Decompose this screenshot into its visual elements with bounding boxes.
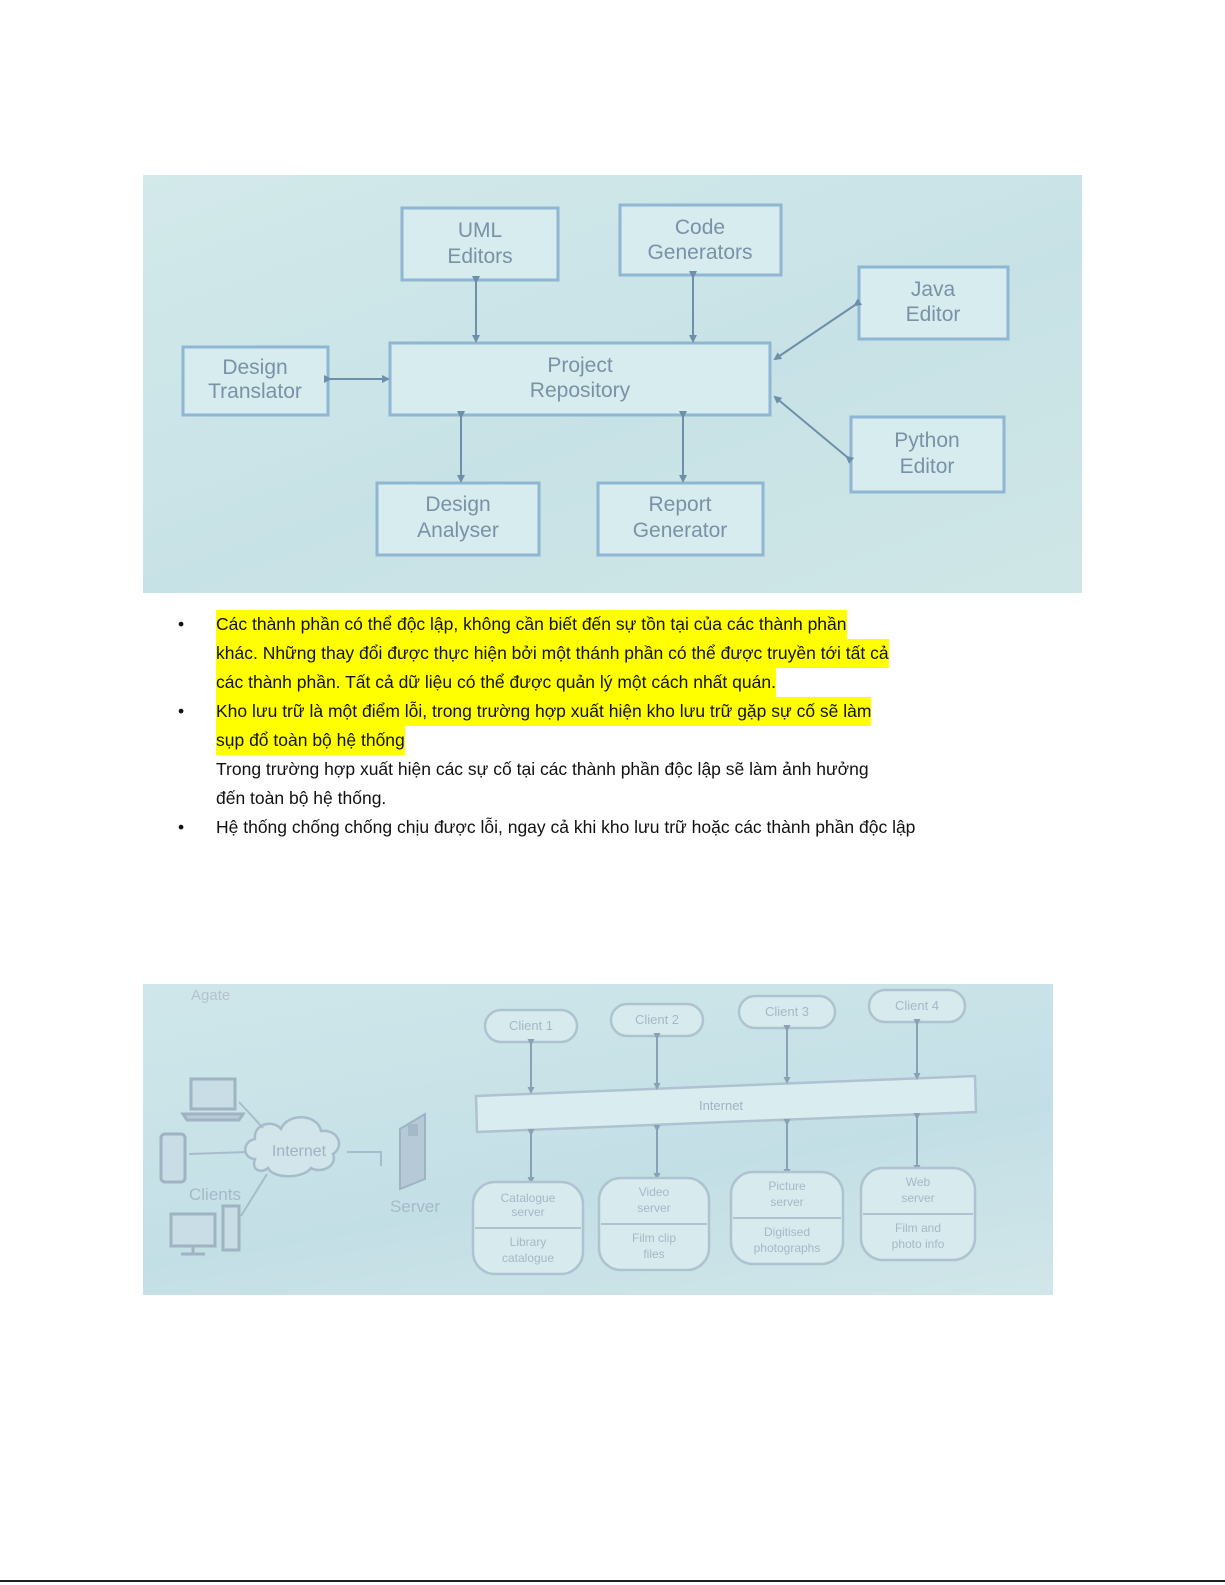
uml-editors-label-2: Editors bbox=[447, 245, 513, 268]
python-editor-label-2: Editor bbox=[899, 455, 955, 478]
code-generators-label-1: Code bbox=[674, 216, 726, 239]
report-generator-label-2: Generator bbox=[632, 519, 728, 542]
film-clip-files-label-1: Film clip bbox=[632, 1231, 676, 1245]
design-analyser-label-1: Design bbox=[425, 493, 491, 516]
paragraph-line-2 bbox=[170, 784, 1090, 813]
bullet-3-text-1: Hệ thống chống chống chịu được lỗi, ngay cả khi kho lưu trữ hoặc các thành phần độc lập bbox=[216, 817, 916, 837]
design-translator-label-1: Design bbox=[222, 356, 288, 379]
uml-editors-label-1: UML bbox=[457, 219, 503, 242]
library-catalogue-label-1: Library bbox=[509, 1235, 547, 1249]
video-server-label-2: server bbox=[637, 1201, 671, 1215]
bullet-1-text-1: Các thành phần có thể độc lập, không cần biết đến sự tồn tại của các thành phần bbox=[216, 610, 847, 639]
client-2-label: Client 2 bbox=[634, 1012, 680, 1027]
phone-icon bbox=[161, 1134, 185, 1182]
library-catalogue-label-2: catalogue bbox=[501, 1251, 555, 1265]
paragraph-text-1: Trong trường hợp xuất hiện các sự cố tại các thành phần độc lập sẽ làm ảnh hưởng bbox=[216, 759, 869, 779]
server-tower-icon bbox=[400, 1114, 425, 1189]
paragraph-text-2: đến toàn bộ hệ thống. bbox=[216, 788, 387, 808]
report-generator-label-1: Report bbox=[648, 493, 712, 516]
repository-diagram bbox=[143, 175, 1082, 593]
bullet-dot: • bbox=[178, 614, 185, 634]
java-editor-label-2: Editor bbox=[905, 303, 961, 326]
bullet-dot: • bbox=[178, 817, 185, 837]
picture-server-label-1: Picture bbox=[768, 1179, 806, 1193]
laptop-icon bbox=[183, 1079, 243, 1120]
corner-label: Agate bbox=[191, 987, 231, 1004]
server-label: Server bbox=[389, 1197, 441, 1216]
web-server-label-1: Web bbox=[905, 1175, 931, 1189]
catalogue-server-label-1: Catalogue bbox=[500, 1191, 556, 1205]
bullet-1-line-1 bbox=[170, 610, 1090, 639]
client-1-label: Client 1 bbox=[508, 1018, 554, 1033]
bullet-1-text-2: khác. Những thay đổi được thực hiện bởi một thánh phần có thể được truyền tới tất cả bbox=[216, 639, 889, 668]
bullet-1-line-3 bbox=[170, 668, 1090, 697]
clients-label: Clients bbox=[189, 1185, 241, 1204]
page-bottom-border bbox=[0, 1580, 1225, 1582]
notes-text bbox=[170, 610, 1090, 842]
film-photo-info-label-1: Film and bbox=[894, 1221, 942, 1235]
digitised-photographs-label-2: photographs bbox=[753, 1241, 821, 1255]
client-server-diagram-photo bbox=[143, 984, 1053, 1295]
internet-cloud-label: Internet bbox=[271, 1143, 327, 1160]
bullet-2-line-1 bbox=[170, 697, 1090, 726]
arrow-java-repository bbox=[775, 305, 855, 359]
internet-cloud-icon bbox=[245, 1117, 339, 1176]
code-generators-label-2: Generators bbox=[647, 241, 753, 264]
bullet-1-text-3: các thành phần. Tất cả dữ liệu có thể được quản lý một cách nhất quán. bbox=[216, 668, 776, 697]
bullet-dot: • bbox=[178, 701, 185, 721]
internet-bus-label: Internet bbox=[698, 1098, 744, 1113]
project-repository-label-1: Project bbox=[547, 354, 613, 377]
bullet-2-text-2: sụp đổ toàn bộ hệ thống bbox=[216, 726, 405, 755]
digitised-photographs-label-1: Digitised bbox=[763, 1225, 811, 1239]
desktop-computer-icon bbox=[171, 1206, 239, 1254]
bullet-2-line-2 bbox=[170, 726, 1090, 755]
client-4-label: Client 4 bbox=[894, 998, 940, 1013]
film-photo-info-label-2: photo info bbox=[891, 1237, 945, 1251]
java-editor-label-1: Java bbox=[910, 278, 956, 301]
client-server-diagram bbox=[143, 984, 1053, 1295]
repository-diagram-photo bbox=[143, 175, 1082, 593]
web-server-label-2: server bbox=[901, 1191, 935, 1205]
catalogue-server-label-2: server bbox=[511, 1205, 545, 1219]
design-analyser-label-2: Analyser bbox=[417, 519, 499, 542]
paragraph-line-1 bbox=[170, 755, 1090, 784]
python-editor-label-1: Python bbox=[894, 429, 960, 452]
film-clip-files-label-2: files bbox=[643, 1247, 665, 1261]
project-repository-label-2: Repository bbox=[529, 379, 631, 402]
picture-server-label-2: server bbox=[770, 1195, 804, 1209]
video-server-label-1: Video bbox=[638, 1185, 670, 1199]
client-3-label: Client 3 bbox=[764, 1004, 810, 1019]
bullet-2-text-1: Kho lưu trữ là một điểm lỗi, trong trường hợp xuất hiện kho lưu trữ gặp sự cố sẽ làm bbox=[216, 697, 871, 726]
bullet-1-line-2 bbox=[170, 639, 1090, 668]
design-translator-label-2: Translator bbox=[208, 380, 302, 403]
arrow-python-repository bbox=[775, 397, 847, 457]
bullet-3-line-1 bbox=[170, 813, 1090, 842]
